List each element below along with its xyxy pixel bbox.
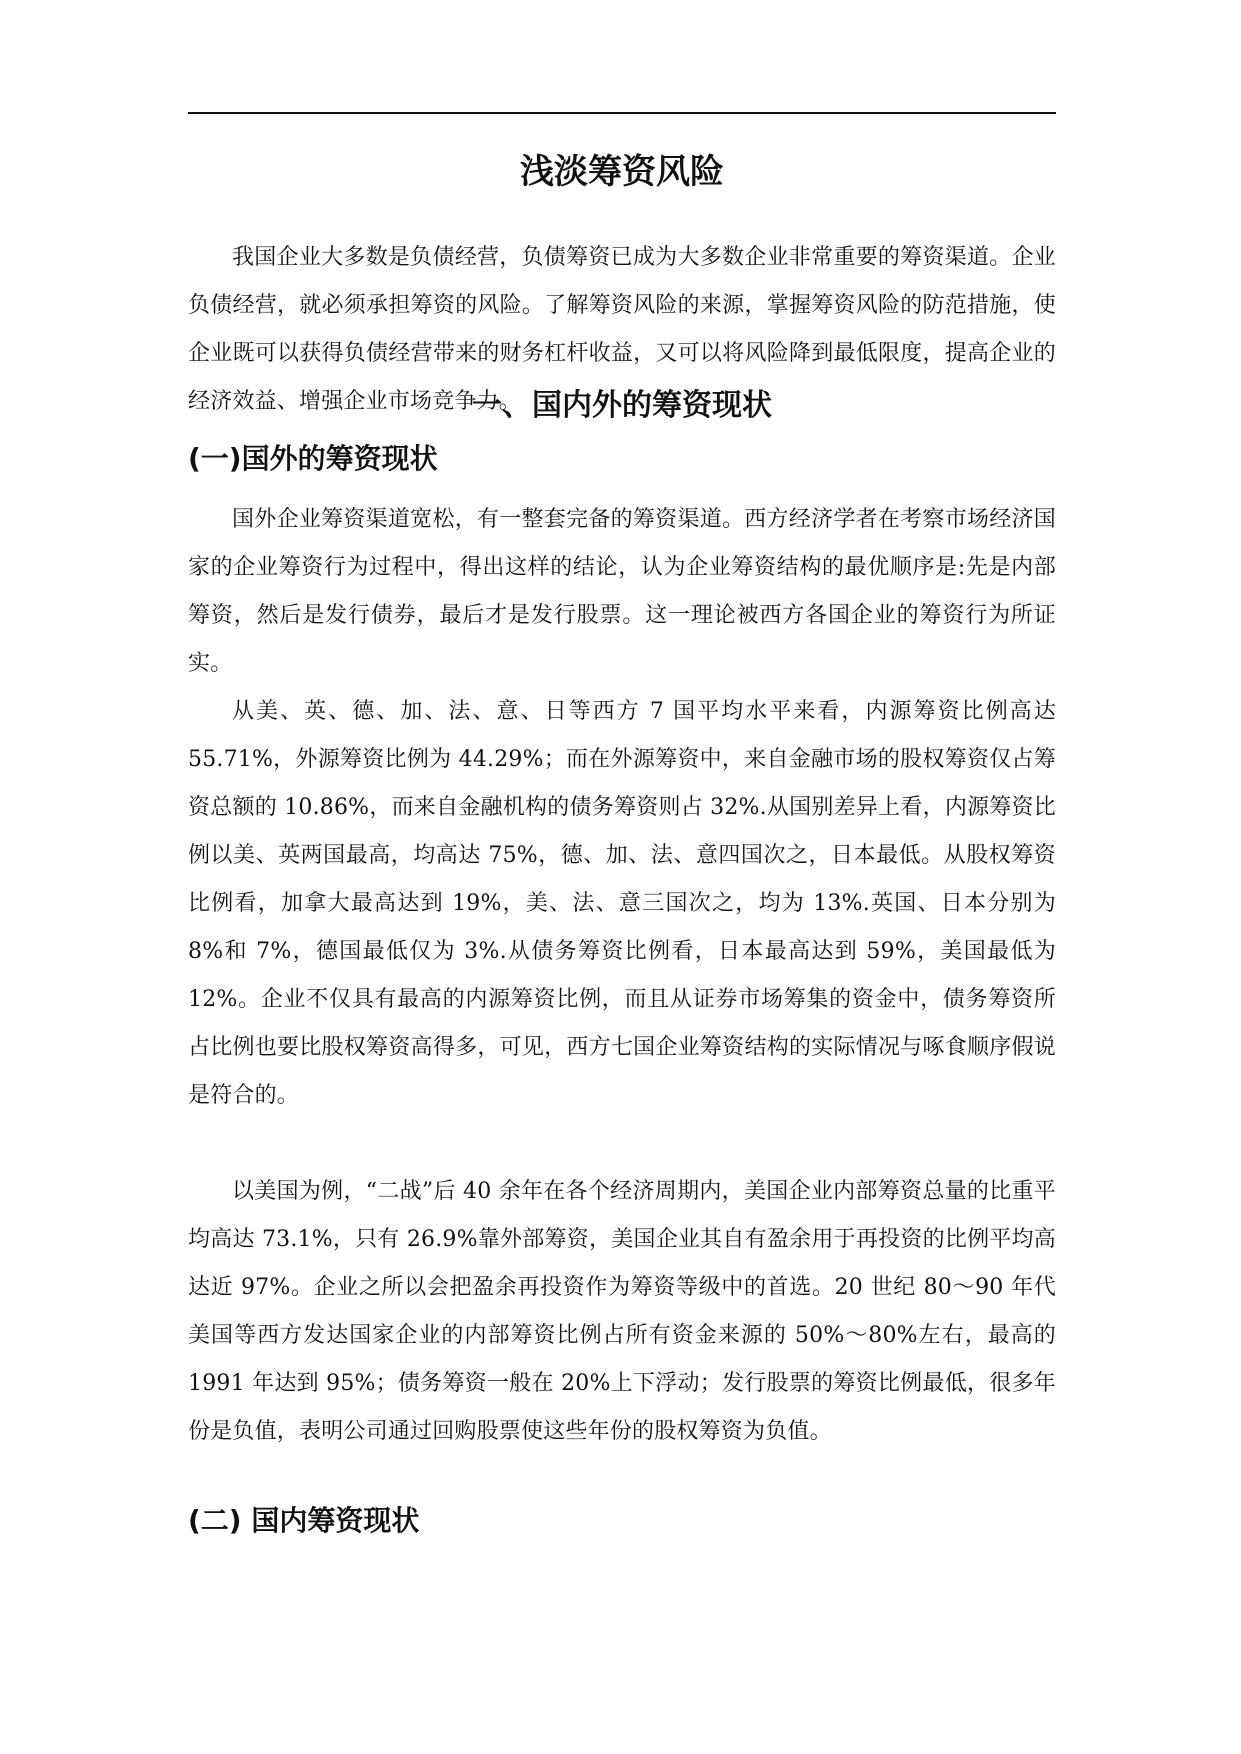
subsection-foreign-heading: (一)国外的筹资现状 xyxy=(188,442,438,475)
foreign-paragraph-2: 从美、英、德、加、法、意、日等西方 7 国平均水平来看，内源筹资比例高达 55.71%，外源筹资比例为 44.29%；而在外源筹资中，来自金融市场的股权筹资仅占筹资总额的 10.86%，而来自金融机构的债务筹资则占 32%.从国别差异上看，内源筹资比例以美、英两国最高，均高达 75%，德、加、法、意四国次之，日本最低。从股权筹资比例看，加拿大最高达到 19%，美、法、意三国次之，均为 13%.英国、日本分别为 8%和 7%，德国最低仅为 3%.从债务筹资比例看，日本最高达到 59%，美国最低为 12%。企业不仅具有最高的内源筹资比例，而且从证券市场筹集的资金中，债务筹资所占比例也要比股权筹资高得多，可见，西方七国企业筹资结构的实际情况与啄食顺序假说是符合的。 xyxy=(188,699,1056,1108)
header-rule xyxy=(188,112,1056,114)
foreign-paragraph-3: 以美国为例，“二战”后 40 余年在各个经济周期内，美国企业内部筹资总量的比重平均高达 73.1%，只有 26.9%靠外部筹资，美国企业其自有盈余用于再投资的比例平均高达近 97%。企业之所以会把盈余再投资作为筹资等级中的首选。20 世纪 80～90 年代美国等西方发达国家企业的内部筹资比例占所有资金来源的 50%～80%左右，最高的 1991 年达到 95%；债务筹资一般在 20%上下浮动；发行股票的筹资比例最低，很多年份是负值，表明公司通过回购股票使这些年份的股权筹资为负值。 xyxy=(188,1179,1056,1444)
subsection-domestic-heading: (二) 国内筹资现状 xyxy=(188,1504,420,1537)
document-page xyxy=(188,0,1056,1754)
intro-paragraph: 我国企业大多数是负债经营，负债筹资已成为大多数企业非常重要的筹资渠道。企业负债经营，就必须承担筹资的风险。了解筹资风险的来源，掌握筹资风险的防范措施，使企业既可以获得负债经营带来的财务杠杆收益，又可以将风险降到最低限度，提高企业的经济效益、增强企业市场竞争力。 xyxy=(188,245,1056,414)
foreign-paragraph-1: 国外企业筹资渠道宽松，有一整套完备的筹资渠道。西方经济学者在考察市场经济国家的企业筹资行为过程中，得出这样的结论，认为企业筹资结构的最优顺序是:先是内部筹资，然后是发行债券，最后才是发行股票。这一理论被西方各国企业的筹资行为所证实。 xyxy=(188,507,1056,676)
document-title: 浅淡筹资风险 xyxy=(520,152,724,192)
section-1-heading: 一、国内外的筹资现状 xyxy=(472,388,772,423)
